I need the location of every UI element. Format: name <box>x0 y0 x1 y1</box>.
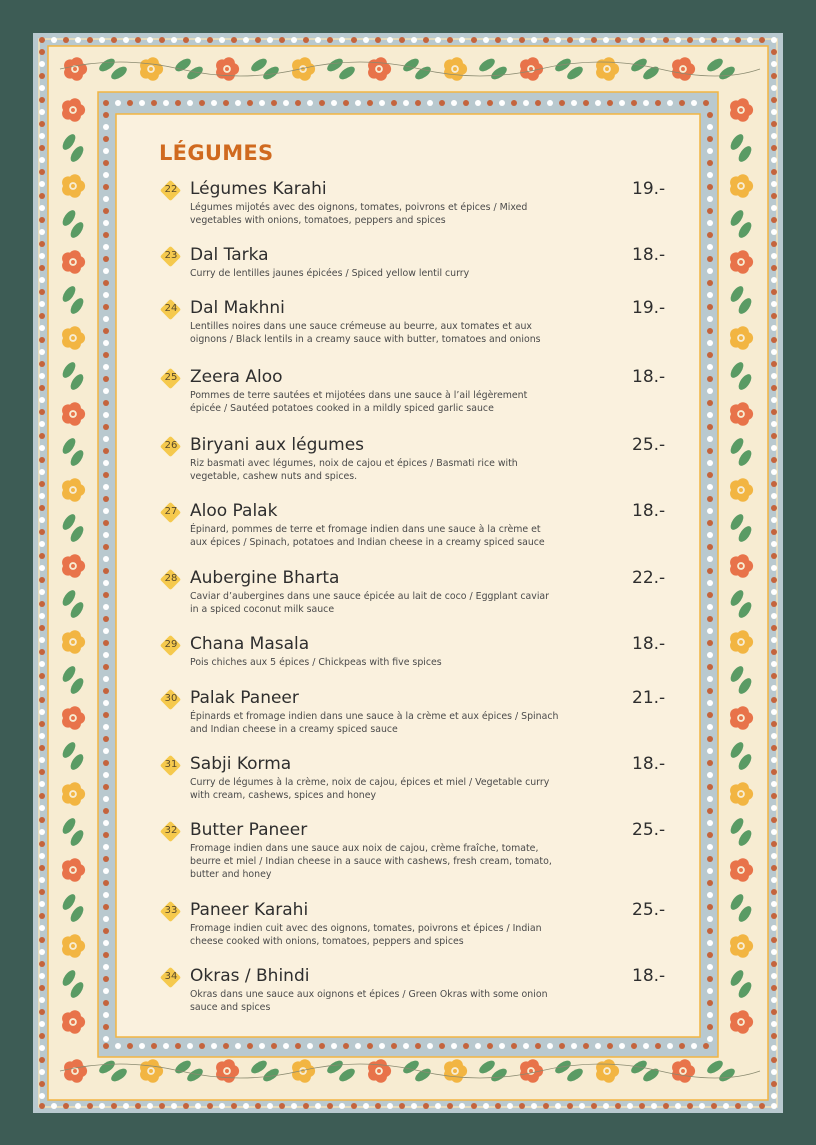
item-number-badge <box>161 756 181 776</box>
item-name: Palak Paneer <box>190 688 299 708</box>
item-price: 22.- <box>632 568 666 588</box>
item-description: Curry de légumes à la crème, noix de cajou, épices et miel / Vegetable curry with cream, cashews, spices and honey <box>190 777 550 802</box>
item-price: 18.- <box>632 501 666 521</box>
item-description: Épinards et fromage indien dans une sauce à la crème et aux épices / Spinach and Indian cheese in a creamy spiced sauce <box>190 711 559 736</box>
item-name: Aubergine Bharta <box>190 568 340 588</box>
item-name: Dal Tarka <box>190 245 269 265</box>
item-name: Dal Makhni <box>190 298 285 318</box>
item-description: Pommes de terre sautées et mijotées dans une sauce à l’ail légèrement épicée / Sautéed potatoes cooked in a mildly spiced garlic sauce <box>190 390 528 415</box>
item-name: Okras / Bhindi <box>190 966 310 986</box>
item-name: Sabji Korma <box>190 754 292 774</box>
item-number-badge <box>161 902 181 922</box>
item-number: 25 <box>164 372 178 383</box>
item-number-badge <box>161 690 181 710</box>
item-price: 18.- <box>632 634 666 654</box>
item-number-badge <box>161 503 181 523</box>
item-number-badge <box>161 437 181 457</box>
item-description: Riz basmati avec légumes, noix de cajou et épices / Basmati rice with vegetable, cashew nuts and spices. <box>190 458 518 483</box>
item-number: 24 <box>164 303 178 314</box>
item-name: Paneer Karahi <box>190 900 309 920</box>
item-number-badge <box>161 181 181 201</box>
item-number: 30 <box>164 693 178 704</box>
item-name: Butter Paneer <box>190 820 308 840</box>
item-description: Caviar d’aubergines dans une sauce épicée au lait de coco / Eggplant caviar in a spiced coconut milk sauce <box>190 591 550 616</box>
item-number: 22 <box>164 184 178 195</box>
item-price: 25.- <box>632 435 666 455</box>
item-price: 18.- <box>632 966 666 986</box>
item-number-badge <box>161 247 181 267</box>
item-name: Aloo Palak <box>190 501 278 521</box>
item-price: 19.- <box>632 298 666 318</box>
item-number: 31 <box>164 759 178 770</box>
item-number-badge <box>161 300 181 320</box>
item-price: 18.- <box>632 245 666 265</box>
item-description: Pois chiches aux 5 épices / Chickpeas with five spices <box>190 657 442 668</box>
item-description: Curry de lentilles jaunes épicées / Spiced yellow lentil curry <box>190 268 470 279</box>
item-number: 28 <box>164 573 178 584</box>
item-description: Lentilles noires dans une sauce crémeuse au beurre, aux tomates et aux oignons / Black lentils in a creamy sauce with butter, tomatoes and onions <box>190 321 541 346</box>
item-number-badge <box>161 968 181 988</box>
item-price: 18.- <box>632 754 666 774</box>
item-name: Légumes Karahi <box>190 179 327 199</box>
item-name: Chana Masala <box>190 634 310 654</box>
item-number: 32 <box>164 825 178 836</box>
item-number-badge <box>161 636 181 656</box>
item-price: 25.- <box>632 900 666 920</box>
item-description: Épinard, pommes de terre et fromage indien dans une sauce à la crème et aux épices / Spinach, potatoes and Indian cheese in a creamy spiced sauce <box>190 524 545 549</box>
item-number-badge <box>161 822 181 842</box>
section-title: LÉGUMES <box>159 141 274 165</box>
item-number: 34 <box>164 971 178 982</box>
item-number-badge <box>161 369 181 389</box>
item-number: 26 <box>164 440 178 451</box>
item-price: 25.- <box>632 820 666 840</box>
item-number: 27 <box>164 506 178 517</box>
item-description: Okras dans une sauce aux oignons et épices / Green Okras with some onion sauce and spices <box>190 989 548 1014</box>
item-price: 18.- <box>632 367 666 387</box>
item-price: 19.- <box>632 179 666 199</box>
item-number: 29 <box>164 639 178 650</box>
item-number: 33 <box>164 905 178 916</box>
item-name: Zeera Aloo <box>190 367 283 387</box>
item-price: 21.- <box>632 688 666 708</box>
item-name: Biryani aux légumes <box>190 435 365 455</box>
item-description: Légumes mijotés avec des oignons, tomates, poivrons et épices / Mixed vegetables with onions, tomatoes, peppers and spices <box>190 202 528 227</box>
item-number: 23 <box>164 250 178 261</box>
item-number-badge <box>161 570 181 590</box>
item-description: Fromage indien dans une sauce aux noix de cajou, crème fraîche, tomate, beurre et miel / Indian cheese in a sauce with cashews, fresh cream, tomato, butter and honey <box>190 843 552 881</box>
item-description: Fromage indien cuit avec des oignons, tomates, poivrons et épices / Indian cheese cooked with onions, tomatoes, peppers and spices <box>190 923 542 948</box>
